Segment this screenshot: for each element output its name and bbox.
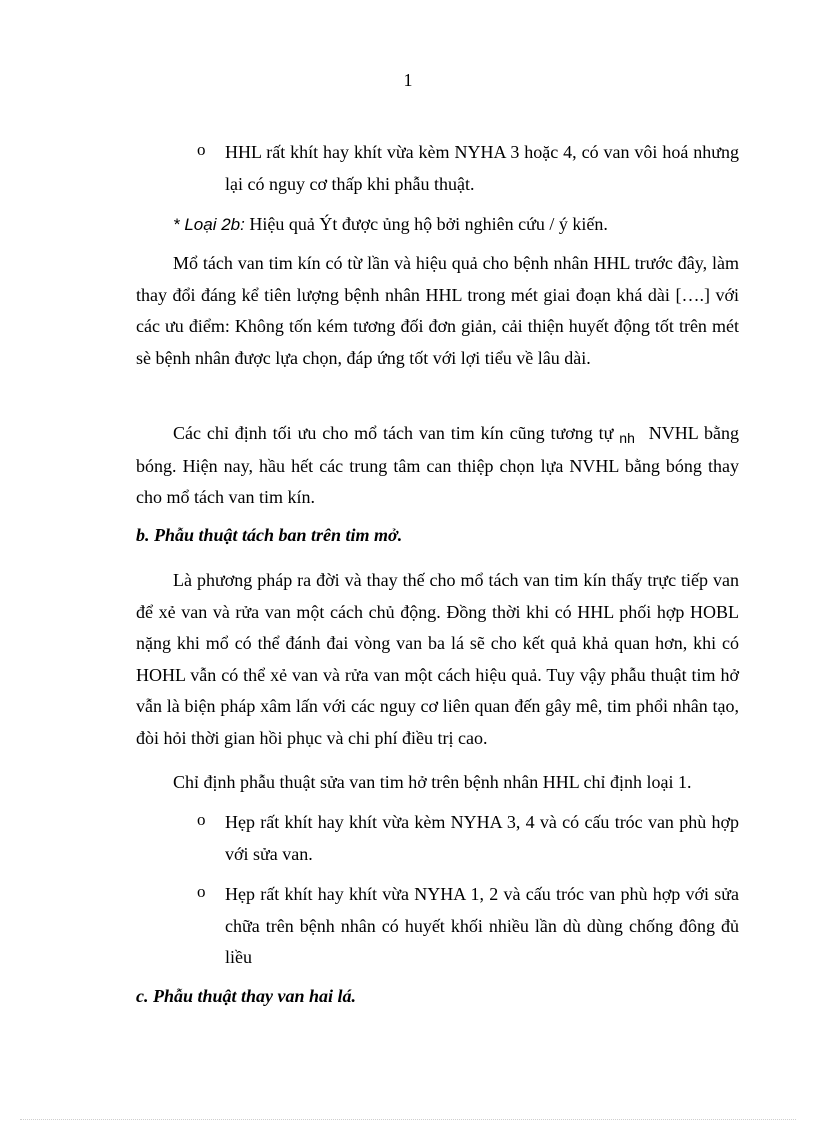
section-heading-b: b. Phẫu thuật tách ban trên tim mở.: [136, 525, 403, 545]
bullet-item-3: Hẹp rất khít hay khít vừa NYHA 1, 2 và cấu tróc van phù hợp với sửa chữa trên bệnh nhân có huyết khối nhiều lần dù dùng chống đông đủ liều: [225, 884, 739, 967]
paragraph-2-end: NVHL bằng bóng. Hiện nay, hầu hết các trung tâm can thiệp chọn lựa NVHL bằng bóng thay cho mổ tách van tim kín.: [136, 423, 739, 507]
paragraph-2: [136, 418, 739, 514]
bullet-marker: o: [197, 882, 206, 901]
paragraph-2-start: Các chỉ định tối ưu cho mổ tách van tim kín cũng tương tự: [173, 423, 620, 443]
page-bottom-divider: [20, 1119, 796, 1120]
bullet-item-2: Hẹp rất khít hay khít vừa kèm NYHA 3, 4 và có cấu tróc van phù hợp với sửa van.: [225, 812, 739, 864]
note-text: Hiệu quả Ýt được ủng hộ bởi nghiên cứu / ý kiến.: [244, 214, 608, 234]
note-label: * Loại 2b:: [173, 215, 245, 234]
paragraph-1: Mổ tách van tim kín có từ lần và hiệu quả cho bệnh nhân HHL trước đây, làm thay đổi đáng kể tiên lượng bệnh nhân HHL trong mét giai đoạn khá dài [….] với các ưu điểm: Không tốn kém tương đối đơn giản, cải thiện huyết động tốt trên mét sè bệnh nhân được lựa chọn, đáp ứng tốt với lợi tiểu về lâu dài.: [136, 253, 739, 368]
page-number: 1: [403, 70, 413, 90]
paragraph-3: Là phương pháp ra đời và thay thế cho mổ tách van tim kín thấy trực tiếp van để xẻ van và rửa van một cách chủ động. Đồng thời khi có HHL phối hợp HOBL nặng khi mổ có thể đánh đai vòng van ba lá sẽ cho kết quả khả quan hơn, khi có HOHL vẫn có thể xẻ van và rửa van một cách hiệu quả. Tuy vậy phẫu thuật tim hở vẫn là biện pháp xâm lấn với các nguy cơ liên quan đến gây mê, tim phổi nhân tạo, đòi hỏi thời gian hồi phục và chi phí điều trị cao.: [136, 570, 739, 748]
paragraph-2-small: nh: [619, 430, 635, 446]
bullet-marker: o: [197, 140, 206, 159]
paragraph-4: Chỉ định phẫu thuật sửa van tim hở trên bệnh nhân HHL chỉ định loại 1.: [173, 772, 692, 792]
note-line: [136, 209, 739, 241]
bullet-marker: o: [197, 810, 206, 829]
bullet-item-1: HHL rất khít hay khít vừa kèm NYHA 3 hoặc 4, có van vôi hoá nhưng lại có nguy cơ thấp khi phẫu thuật.: [225, 142, 739, 194]
section-heading-c: c. Phẫu thuật thay van hai lá.: [136, 986, 357, 1006]
